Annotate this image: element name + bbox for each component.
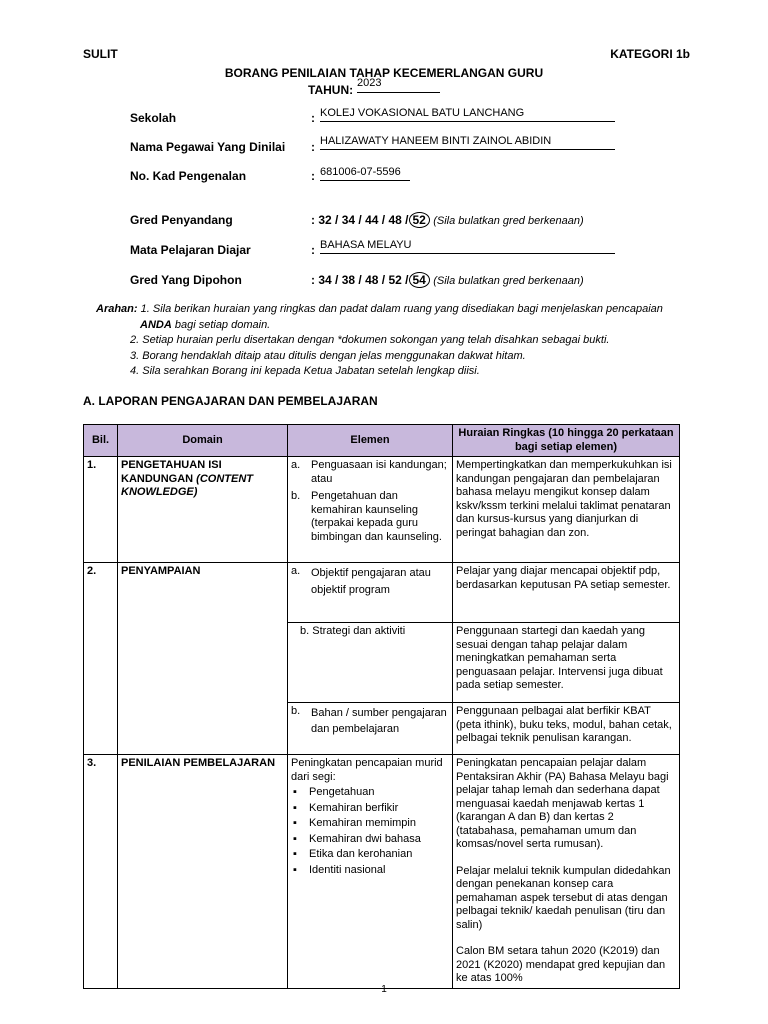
tahun-label: TAHUN: [308,83,354,97]
kategori-label: KATEGORI 1b [610,47,690,61]
row1-domain-italic: (CONTENT KNOWLEDGE) [121,472,253,498]
dipohon-option: 34 [318,273,332,287]
dipohon-option: 38 [341,273,356,287]
gred-penyandang-options: : 32 / 34 / 44 / 48 / 52 (Sila bulatkan gred berkenaan) [311,213,584,227]
row2-elemen-b: b. Strategi dan aktiviti [288,623,453,703]
row1-el-a: Penguasaan isi kandungan; atau [311,459,447,485]
sekolah-value: KOLEJ VOKASIONAL BATU LANCHANG [320,107,615,122]
form-title: BORANG PENILAIAN TAHAP KECEMERLANGAN GURU [224,66,544,80]
row1-domain-text: PENGETAHUAN ISI KANDUNGAN [121,459,222,485]
arahan-line3: 3. Borang hendaklah ditaip atau ditulis dengan jelas menggunakan dakwat hitam. [130,349,526,362]
row1-el-b-letter: b. [291,490,301,502]
row1-domain [118,457,288,563]
row1-bil: 1. [84,457,118,563]
arahan-anda: ANDA [140,318,172,331]
list-item: ▪ Pengetahuan [309,786,449,800]
gred-penyandang-label: Gred Penyandang [130,213,233,227]
gred-dipohon-options: : 34 / 38 / 48 / 52 / 54 (Sila bulatkan gred berkenaan) [311,273,584,287]
laporan-table [83,424,680,989]
mata-pelajaran-label: Mata Pelajaran Diajar [130,243,251,257]
gred-option: 48 [388,213,402,227]
kad-label: No. Kad Pengenalan [130,169,247,183]
row3-el-intro: Peningkatan pencapaian murid dari segi: [291,757,443,783]
row3-elemen [288,755,453,989]
header-elemen: Elemen [288,425,453,457]
colon: : [311,140,315,154]
row3-el-list [291,786,449,877]
nama-value: HALIZAWATY HANEEM BINTI ZAINOL ABIDIN [320,135,615,150]
dipohon-selected-circled: 54 [409,272,430,288]
row3-huraian [453,755,680,989]
section-title: A. LAPORAN PENGAJARAN DAN PEMBELAJARAN [83,394,378,408]
tahun-value: 2023 [357,77,440,93]
page-number: 1 [381,984,387,995]
row2-huraian-c: Penggunaan pelbagai alat berfikir KBAT (peta ithink), buku teks, modul, bahan cetak, pelbagai teknik penulisan karangan. [453,703,680,755]
colon: : [311,273,315,287]
arahan-line2: 2. Setiap huraian perlu disertakan dengan *dokumen sokongan yang telah disahkan sebagai bukti. [130,334,610,346]
row2-huraian-b: Penggunaan startegi dan kaedah yang sesuai dengan tahap pelajar dalam meningkatkan pemahaman serta penguasaan pelajar. Intervensi juga dibuat pada setiap semester. [453,623,680,703]
list-item: ▪ Kemahiran dwi bahasa [309,833,449,847]
row2-elemen-c [288,703,453,755]
list-item: ▪ Etika dan kerohanian [309,848,449,862]
dipohon-option: 48 [365,273,379,287]
row2-huraian-a: Pelajar yang diajar mencapai objektif pdp, berdasarkan keputusan PA setiap semester. [453,563,680,623]
row2-elemen-a [288,563,453,623]
row2-el-c-letter: b. [291,705,301,717]
row2-el-a-letter: a. [291,565,301,577]
nama-label: Nama Pegawai Yang Dinilai [130,140,286,154]
row2-el-a: Objektif pengajaran atau objektif program [311,567,431,596]
row1-el-b: Pengetahuan dan kemahiran kaunseling (terpakai kepada guru bimbingan dan kaunseling. [311,490,442,543]
row3-hur-p3: Calon BM setara tahun 2020 (K2019) dan 2021 (K2020) mendapat gred kepujian dan ke atas 100% [456,945,666,984]
arahan-line1: 1. Sila berikan huraian yang ringkas dan padat dalam ruang yang disediakan bagi menjelaskan pencapaian [140,303,663,315]
gred-selected-circled: 52 [409,212,430,228]
row3-hur-p1: Peningkatan pencapaian pelajar dalam Pentaksiran Akhir (PA) Bahasa Melayu bagi pelajar tahap lemah dan sederhana dapat menguasai kaedah menjawab kertas 1 (karangan A dan B) dan kertas 2 (tatabahasa, pemahaman umum dan komsas/novel serta rumusan). [456,757,669,850]
colon: : [311,111,315,125]
colon: : [311,243,315,257]
row2-bil: 2. [84,563,118,755]
list-item: ▪ Kemahiran memimpin [309,817,449,831]
row3-domain: PENILAIAN PEMBELAJARAN [118,755,288,989]
dipohon-option: 52 [388,273,402,287]
gred-option: 44 [365,213,379,227]
arahan-line4: 4. Sila serahkan Borang ini kepada Ketua Jabatan setelah lengkap diisi. [130,365,480,377]
colon: : [311,213,315,227]
row1-elemen [288,457,453,563]
header-huraian: Huraian Ringkas (10 hingga 20 perkataan bagi setiap elemen) [453,425,680,457]
header-bil: Bil. [84,425,118,457]
sulit-label: SULIT [83,47,118,61]
list-item: ▪ Identiti nasional [309,864,449,878]
row3-hur-p2: Pelajar melalui teknik kumpulan didedahkan dengan penekanan konsep cara pemahaman aspek tersebut di atas dengan pelbagai teknik/ kaedah penulisan (tiru dan salin) [456,864,671,931]
arahan-line1b: bagi setiap domain. [174,318,271,331]
gred-option: 32 [318,213,332,227]
colon: : [311,169,315,183]
row2-domain: PENYAMPAIAN [118,563,288,755]
header-domain: Domain [118,425,288,457]
kad-value: 681006-07-5596 [320,166,410,181]
dipohon-note: (Sila bulatkan gred berkenaan) [433,275,584,287]
arahan-block [96,302,696,380]
list-item: ▪ Kemahiran berfikir [309,802,449,816]
arahan-label: Arahan: [96,303,138,315]
row1-el-a-letter: a. [291,459,301,471]
gred-note: (Sila bulatkan gred berkenaan) [433,215,584,227]
gred-dipohon-label: Gred Yang Dipohon [130,273,242,287]
sekolah-label: Sekolah [130,111,177,125]
gred-option: 34 [341,213,356,227]
row2-el-c: Bahan / sumber pengajaran dan pembelajaran [311,707,447,735]
row1-huraian: Mempertingkatkan dan memperkukuhkan isi kandungan pengajaran dan pembelajaran bahasa melayu mengikut konsep dalam kskv/kssm terkini melalui taklimat penataran dan kursus-kursus yang dianjurkan di peringat bahagian dan zon. [453,457,680,563]
row3-bil: 3. [84,755,118,989]
mata-pelajaran-value: BAHASA MELAYU [320,239,615,254]
